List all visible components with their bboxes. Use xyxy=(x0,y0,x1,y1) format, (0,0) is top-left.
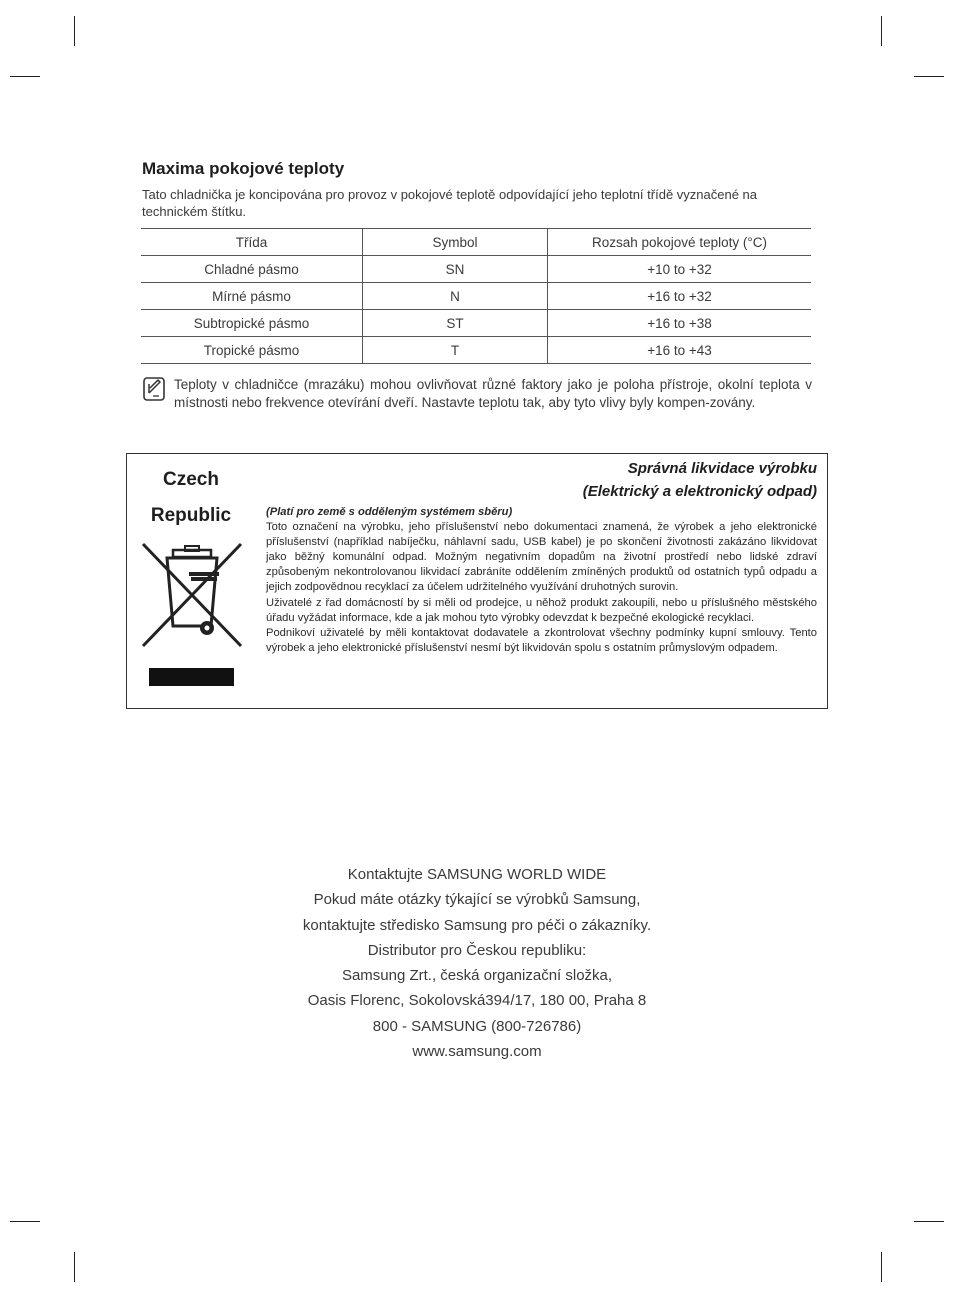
contact-block xyxy=(0,862,954,1064)
weee-paragraph: Uživatelé z řad domácností by si měli od prodejce, u něhož produkt zakoupili, nebo u příslušného městského úřadu vyžádat informace, kde a jak mohou tyto výrobky odevzdat k bezpečné ekologické recyklaci. xyxy=(266,596,817,624)
table-cell: N xyxy=(363,283,548,310)
website-link[interactable]: www.samsung.com xyxy=(412,1043,542,1061)
table-cell: Chladné pásmo xyxy=(141,256,363,283)
table-cell: +16 to +38 xyxy=(548,310,812,337)
weee-date-bar xyxy=(149,668,234,686)
crop-mark xyxy=(74,1252,75,1282)
weee-paragraph: Toto označení na výrobku, jeho příslušenství nebo dokumentaci znamená, že výrobek a jeho elektronické příslušenství (například nabíječku, náhlavní sadu, USB kabel) je po skončení životnosti zakázáno likvidovat jako běžný komunální odpad. Možným negativním dopadům na životní prostředí nebo lidské zdraví způsobeným nekontrolovanou likvidací zabráníte oddělením zmíněných produktů od ostatních typů odpadu a jejich zodpovědnou recyklací za účelem udržitelného využívání druhotných surovin. xyxy=(266,521,817,594)
column-header: Symbol xyxy=(363,229,548,256)
crop-mark xyxy=(10,1221,40,1222)
intro-paragraph: Tato chladnička je koncipována pro provoz v pokojové teplotě odpovídající jeho teplotní třídě vyznačené na technickém štítku. xyxy=(142,187,758,219)
weee-subheading: (Platí pro země s odděleným systémem sběru) xyxy=(266,506,513,518)
crop-mark xyxy=(881,1252,882,1282)
table-cell: Tropické pásmo xyxy=(141,337,363,364)
crop-mark xyxy=(914,1221,944,1222)
weee-body xyxy=(266,505,817,656)
table-cell: +16 to +32 xyxy=(548,283,812,310)
weee-heading-line: Správná likvidace výrobku xyxy=(627,460,817,477)
column-header: Třída xyxy=(141,229,363,256)
table-header-row xyxy=(141,229,811,256)
country-label: Czech xyxy=(163,469,219,490)
table-cell: +16 to +43 xyxy=(548,337,812,364)
table-cell: Subtropické pásmo xyxy=(141,310,363,337)
table-row xyxy=(141,256,811,283)
contact-line: Pokud máte otázky týkající se výrobků Samsung, xyxy=(313,891,641,909)
section-title: Maxima pokojové teploty xyxy=(142,159,345,178)
crop-mark xyxy=(74,16,75,46)
country-label: Republic xyxy=(150,505,232,526)
climate-class-table xyxy=(141,228,811,364)
contact-phone: 800 - SAMSUNG (800-726786) xyxy=(372,1017,582,1035)
weee-heading xyxy=(583,457,817,503)
weee-disposal-box xyxy=(126,453,828,709)
contact-line: kontaktujte středisko Samsung pro péči o zákazníky. xyxy=(302,916,652,934)
table-row xyxy=(141,337,811,364)
contact-line: Distributor pro Českou republiku: xyxy=(367,941,587,959)
table-cell: Mírné pásmo xyxy=(141,283,363,310)
table-row xyxy=(141,310,811,337)
contact-line: Kontaktujte SAMSUNG WORLD WIDE xyxy=(347,866,607,883)
weee-paragraph: Podnikoví uživatelé by měli kontaktovat dodavatele a zkontrolovat všechny podmínky kupní smlouvy. Tento výrobek a jeho elektronické příslušenství nesmí být likvidován spolu s ostatním průmyslovým odpadem. xyxy=(266,626,817,654)
note-pencil-icon xyxy=(143,377,165,401)
contact-line: Samsung Zrt., česká organizační složka, xyxy=(341,967,613,985)
note-text: Teploty v chladničce (mrazáku) mohou ovlivňovat různé faktory jako je poloha přístroje, okolní teplota v místnosti nebo frekvence otevírání dveří. Nastavte teplotu tak, aby tyto vlivy byly kompen-zovány. xyxy=(174,377,812,410)
table-cell: +10 to +32 xyxy=(548,256,812,283)
table-cell: T xyxy=(363,337,548,364)
crop-mark xyxy=(914,76,944,77)
table-cell: ST xyxy=(363,310,548,337)
table-cell: SN xyxy=(363,256,548,283)
contact-line: Oasis Florenc, Sokolovská394/17, 180 00, Praha 8 xyxy=(307,992,647,1010)
table-row xyxy=(141,283,811,310)
crop-mark xyxy=(881,16,882,46)
weee-heading-line: (Elektrický a elektronický odpad) xyxy=(582,483,817,500)
crop-mark xyxy=(10,76,40,77)
column-header: Rozsah pokojové teploty (°C) xyxy=(548,229,812,256)
crossed-out-wheelie-bin-icon xyxy=(141,542,243,648)
